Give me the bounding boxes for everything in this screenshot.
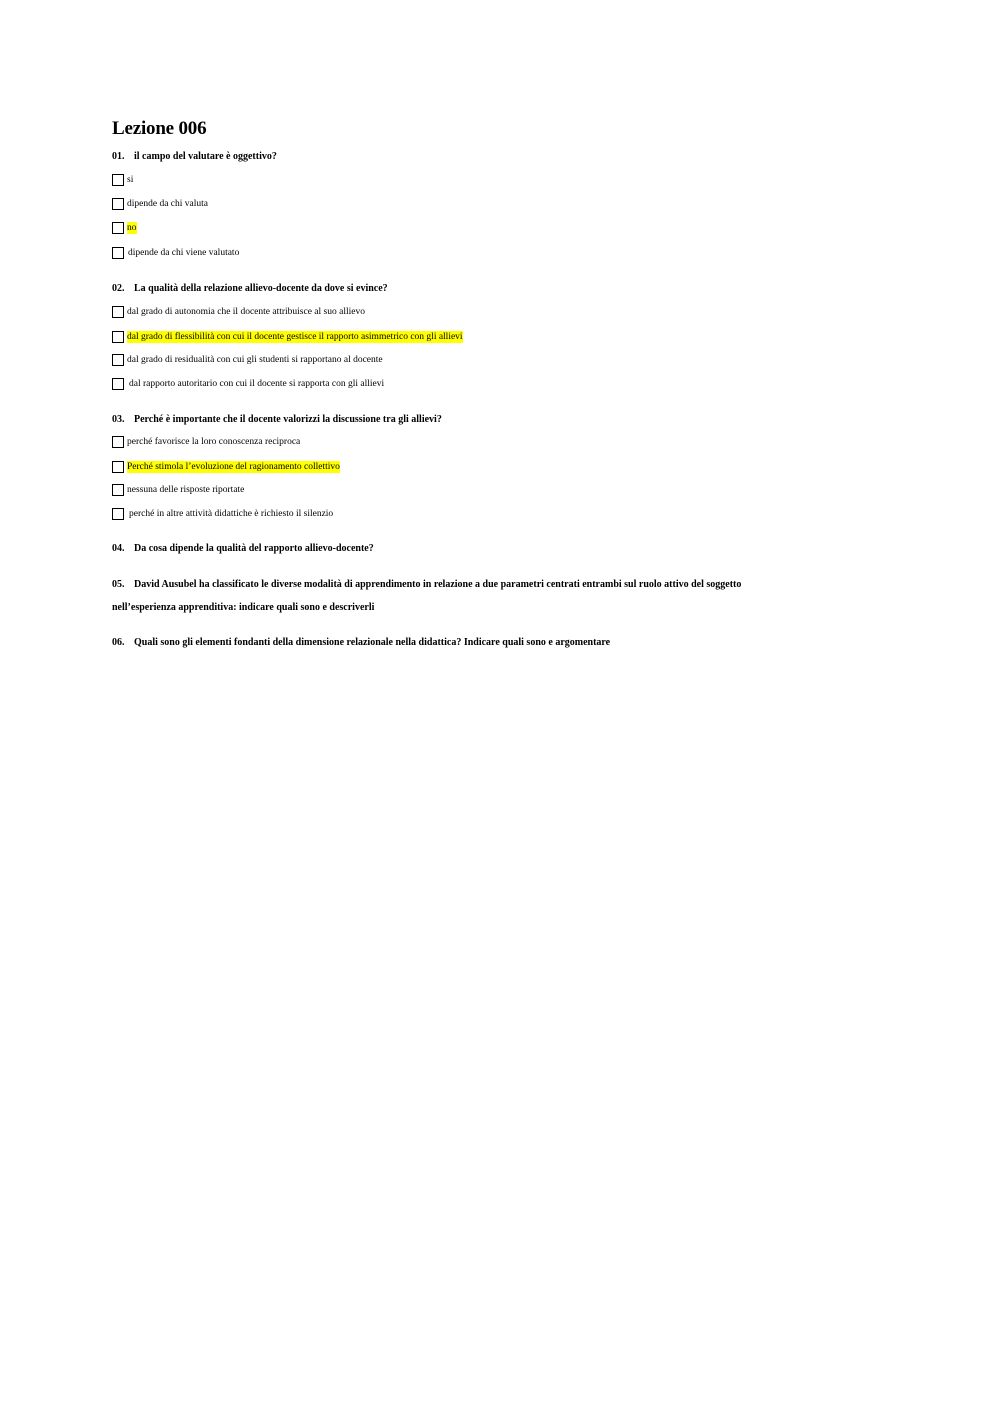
answer-option[interactable] — [112, 377, 384, 391]
answer-option-highlighted[interactable] — [112, 460, 340, 474]
question-number: 06. — [112, 637, 125, 648]
answer-option[interactable] — [112, 353, 383, 367]
answer-text-highlighted: no — [127, 223, 137, 233]
checkbox[interactable] — [112, 378, 124, 390]
checkbox[interactable] — [112, 247, 124, 259]
answer-text-highlighted: Perché stimola l’evoluzione del ragionamento collettivo — [127, 462, 340, 472]
answer-option[interactable] — [112, 483, 244, 497]
checkbox[interactable] — [112, 508, 124, 520]
answer-text: si — [127, 175, 134, 185]
answer-text: nessuna delle risposte riportate — [127, 485, 245, 495]
answer-option[interactable] — [112, 173, 133, 187]
question-continuation: nell’esperienza apprenditiva: indicare quali sono e descriverli — [112, 602, 375, 613]
answer-text: dal grado di residualità con cui gli studenti si rapportano al docente — [127, 355, 383, 365]
answer-text: dipende da chi valuta — [127, 199, 208, 209]
question-text: Da cosa dipende la qualità del rapporto allievo-docente? — [134, 543, 374, 554]
answer-text-highlighted: dal grado di flessibilità con cui il docente gestisce il rapporto asimmetrico con gli allievi — [127, 332, 463, 342]
question-04 — [112, 543, 374, 554]
checkbox[interactable] — [112, 198, 124, 210]
checkbox[interactable] — [112, 354, 124, 366]
question-number: 02. — [112, 283, 125, 294]
answer-option-highlighted[interactable] — [112, 221, 137, 235]
question-number: 01. — [112, 151, 125, 162]
question-number: 03. — [112, 414, 125, 425]
checkbox[interactable] — [112, 222, 124, 234]
question-02 — [112, 283, 388, 294]
question-03 — [112, 414, 442, 425]
answer-option-highlighted[interactable] — [112, 330, 463, 344]
checkbox[interactable] — [112, 174, 124, 186]
question-number: 04. — [112, 543, 125, 554]
question-text: Perché è importante che il docente valorizzi la discussione tra gli allievi? — [134, 414, 442, 425]
checkbox[interactable] — [112, 436, 124, 448]
answer-text: perché favorisce la loro conoscenza reciproca — [127, 437, 301, 447]
checkbox[interactable] — [112, 331, 124, 343]
question-text: il campo del valutare è oggettivo? — [134, 151, 277, 162]
question-number: 05. — [112, 579, 125, 590]
checkbox[interactable] — [112, 461, 124, 473]
question-text: Quali sono gli elementi fondanti della dimensione relazionale nella didattica? Indicare quali sono e argomentare — [134, 637, 611, 648]
answer-option[interactable] — [112, 507, 333, 521]
page-title: Lezione 006 — [112, 118, 207, 139]
answer-text: perché in altre attività didattiche è richiesto il silenzio — [129, 509, 334, 519]
answer-option[interactable] — [112, 197, 208, 211]
question-01 — [112, 151, 277, 162]
question-text: La qualità della relazione allievo-docente da dove si evince? — [134, 283, 388, 294]
checkbox[interactable] — [112, 484, 124, 496]
checkbox[interactable] — [112, 306, 124, 318]
answer-text: dipende da chi viene valutato — [128, 248, 240, 258]
answer-option[interactable] — [112, 305, 365, 319]
answer-text: dal grado di autonomia che il docente attribuisce al suo allievo — [127, 307, 365, 317]
question-text: David Ausubel ha classificato le diverse modalità di apprendimento in relazione a due parametri centrati entrambi sul ruolo attivo del soggetto — [134, 579, 742, 590]
answer-text: dal rapporto autoritario con cui il docente si rapporta con gli allievi — [129, 379, 385, 389]
question-06 — [112, 637, 610, 648]
question-05 — [112, 579, 741, 590]
answer-option[interactable] — [112, 246, 239, 260]
answer-option[interactable] — [112, 435, 300, 449]
